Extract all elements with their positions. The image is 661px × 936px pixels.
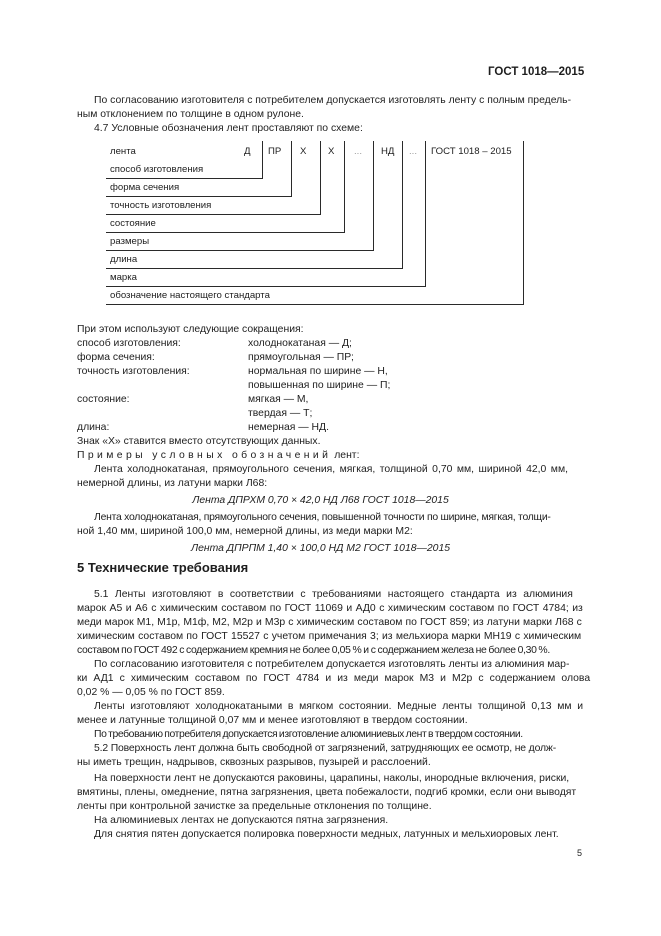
scheme-row-label: обозначение настоящего стандарта xyxy=(110,290,270,301)
abbreviation-label: форма сечения: xyxy=(77,352,155,363)
intro-paragraph-line1: По согласованию изготовителя с потребителем допускается изготовлять ленту с полным предель- xyxy=(94,95,572,106)
scheme-line xyxy=(106,214,321,215)
abbreviation-label: точность изготовления: xyxy=(77,366,190,377)
paragraph-line: Ленты изготовляют холоднокатаными в мягком состоянии. Медные ленты толщиной 0,13 мм и xyxy=(94,701,584,712)
scheme-line xyxy=(523,141,524,304)
scheme-line xyxy=(106,178,263,179)
paragraph-line: марок А5 и А6 с химическим составом по ГОСТ 11069 и АД0 с химическим составом по ГОСТ 4784; из xyxy=(77,603,583,614)
intro-paragraph-line2: ным отклонением по толщине в одном рулоне. xyxy=(77,109,304,120)
example2-line2: ной 1,40 мм, шириной 100,0 мм, немерной длины, из меди марки М2: xyxy=(77,526,413,537)
abbreviations-intro: При этом используют следующие сокращения: xyxy=(77,324,304,335)
scheme-code: X xyxy=(328,146,335,157)
paragraph-line: вмятины, плены, омеднение, пятна загрязнения, цвета побежалости, подгиб кромки, если они выводят xyxy=(77,787,577,798)
scheme-row-label: способ изготовления xyxy=(110,164,204,175)
example2-line1: Лента холоднокатаная, прямоугольного сечения, повышенной точности по ширине, мягкая, толщи- xyxy=(94,512,551,523)
abbreviation-row xyxy=(77,352,354,363)
paragraph-line: химическим составом по ГОСТ 15527 с учетом примечания 3; из мельхиора марки МН19 с химическим xyxy=(77,631,582,642)
scheme-line xyxy=(320,141,321,214)
paragraph-line: На алюминиевых лентах не допускаются пятна загрязнения. xyxy=(94,815,389,826)
paragraph-line: ленты при контрольной зачистке за предельные отклонения по толщине. xyxy=(77,801,432,812)
paragraph-line: 5.2 Поверхность лент должна быть свободной от загрязнений, затрудняющих ее осмотр, не долж- xyxy=(94,743,556,754)
abbreviation-value: холоднокатаная — Д; xyxy=(248,338,352,349)
scheme-code: ПР xyxy=(268,146,282,157)
scheme-line xyxy=(291,141,292,196)
section-5-title: 5 Технические требования xyxy=(77,560,249,575)
abbreviation-value: немерная — НД. xyxy=(248,422,329,433)
scheme-row-label: состояние xyxy=(110,218,156,229)
scheme-line xyxy=(106,304,524,305)
abbreviation-value: повышенная по ширине — П; xyxy=(248,380,391,391)
abbreviation-label: длина: xyxy=(77,422,110,433)
paragraph-line: ки АД1 с химическим составом по ГОСТ 4784 и из меди марок М3 и М2р с содержанием олова xyxy=(77,673,591,684)
examples-heading-spaced: Примеры условных обозначений xyxy=(77,450,332,461)
scheme-row-label: форма сечения xyxy=(110,182,180,193)
paragraph-line: 5.1 Ленты изготовляют в соответствии с требованиями настоящего стандарта из алюминия xyxy=(94,589,573,600)
scheme-line xyxy=(106,250,374,251)
paragraph-line: По согласованию изготовителя с потребителем допускается изготовлять ленты из алюминия мар- xyxy=(94,659,570,670)
scheme-line xyxy=(106,196,292,197)
abbreviation-row xyxy=(77,422,329,433)
scheme-code: Д xyxy=(244,146,251,157)
abbreviation-value: мягкая — М, xyxy=(248,394,309,405)
examples-heading-rest: лент: xyxy=(331,450,360,461)
example1-line2: немерной длины, из латуни марки Л68: xyxy=(77,478,268,489)
document-code-header: ГОСТ 1018—2015 xyxy=(488,66,585,78)
scheme-line xyxy=(425,141,426,286)
abbreviation-value: прямоугольная — ПР; xyxy=(248,352,354,363)
page-number: 5 xyxy=(577,848,583,858)
scheme-code: ГОСТ 1018 – 2015 xyxy=(431,146,512,157)
scheme-line xyxy=(106,232,345,233)
paragraph-line: меди марок М1, М1р, М1ф, М2, М2р и М3р с химическим составом по ГОСТ 859; из латуни марки Л68 с xyxy=(77,617,582,628)
paragraph-line: 0,02 % — 0,05 % по ГОСТ 859. xyxy=(77,687,225,698)
paragraph-line: По требованию потребителя допускается изготовление алюминиевых лент в твердом состоянии. xyxy=(94,729,523,740)
example1-designation: Лента ДПРХМ 0,70 × 42,0 НД Л68 ГОСТ 1018—2015 xyxy=(192,495,449,506)
abbreviation-row xyxy=(77,338,352,349)
abbreviation-value: твердая — Т; xyxy=(248,408,313,419)
scheme-line xyxy=(373,141,374,250)
abbreviations-note: Знак «X» ставится вместо отсутствующих данных. xyxy=(77,436,321,447)
scheme-line xyxy=(344,141,345,232)
scheme-code: ... xyxy=(354,146,362,157)
scheme-line xyxy=(262,141,263,178)
example1-line1: Лента холоднокатаная, прямоугольного сечения, мягкая, толщиной 0,70 мм, шириной 42,0 мм, xyxy=(94,464,568,475)
paragraph-line: менее и латунные толщиной 0,07 мм и менее изготовляют в твердом состоянии. xyxy=(77,715,468,726)
example2-designation: Лента ДПРПМ 1,40 × 100,0 НД М2 ГОСТ 1018—2015 xyxy=(190,543,451,554)
scheme-line xyxy=(106,268,403,269)
paragraph-line: Для снятия пятен допускается полировка поверхности медных, латунных и мельхиоровых лент. xyxy=(94,829,559,840)
clause-4-7: 4.7 Условные обозначения лент проставляют по схеме: xyxy=(94,123,363,134)
abbreviation-value: нормальная по ширине — Н, xyxy=(248,366,388,377)
scheme-code: ... xyxy=(409,146,417,157)
scheme-code: НД xyxy=(381,146,395,157)
scheme-line xyxy=(402,141,403,268)
scheme-row-label: длина xyxy=(110,254,138,265)
abbreviation-label: состояние: xyxy=(77,394,130,405)
paragraph-line: На поверхности лент не допускаются раковины, царапины, наколы, инородные включения, риски, xyxy=(94,773,570,784)
scheme-line xyxy=(106,286,426,287)
scheme-row-label: точность изготовления xyxy=(110,200,212,211)
paragraph-line: составом по ГОСТ 492 с содержанием кремния не более 0,05 % и с содержанием железа не более 0,30 %. xyxy=(77,645,550,656)
scheme-row-label: размеры xyxy=(110,236,150,247)
abbreviation-label: способ изготовления: xyxy=(77,338,181,349)
scheme-code: X xyxy=(300,146,307,157)
abbreviation-row xyxy=(77,394,309,405)
examples-heading xyxy=(77,450,359,461)
scheme-top-label: лента xyxy=(110,146,136,157)
abbreviation-row xyxy=(77,366,388,377)
scheme-row-label: марка xyxy=(110,272,138,283)
paragraph-line: ны иметь трещин, надрывов, сквозных разрывов, пузырей и расслоений. xyxy=(77,757,431,768)
